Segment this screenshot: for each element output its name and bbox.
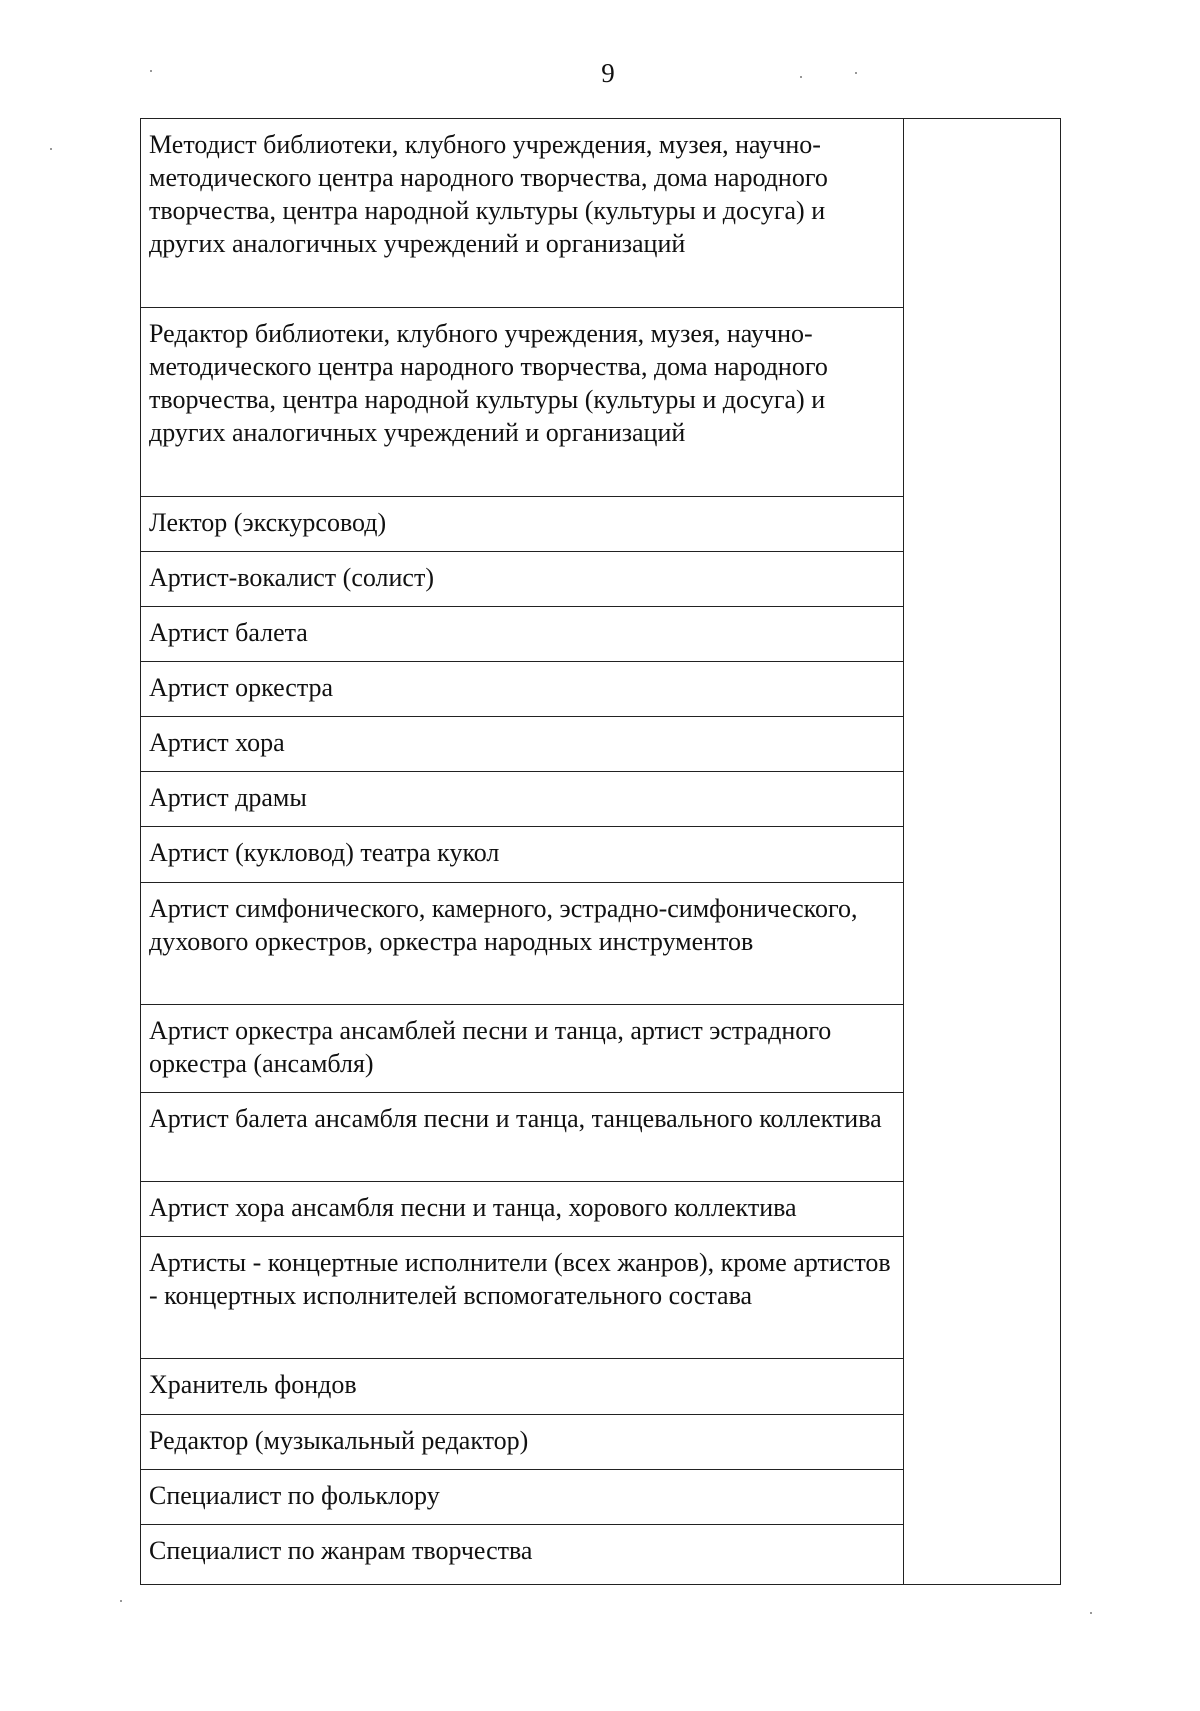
table-row-11: Артист оркестра ансамблей песни и танца, артист эстрадного оркестра (ансамбля) bbox=[141, 1005, 903, 1093]
table-row-8: Артист драмы bbox=[141, 772, 903, 827]
table-row-7: Артист хора bbox=[141, 717, 903, 772]
positions-table bbox=[140, 118, 1061, 1585]
scan-speck bbox=[1090, 1612, 1092, 1614]
table-row-4: Артист-вокалист (солист) bbox=[141, 552, 903, 607]
table-row-2: Редактор библиотеки, клубного учреждения, музея, научно-методического центра народного творчества, дома народного творчества, центра народной культуры (культуры и досуга) и других аналогичных учреждений и организаций bbox=[141, 308, 903, 497]
table-row-18: Специалист по жанрам творчества bbox=[149, 1536, 533, 1565]
table-row-3: Лектор (экскурсовод) bbox=[141, 497, 903, 552]
table-row-10: Артист симфонического, камерного, эстрадно-симфонического, духового оркестров, оркестра народных инструментов bbox=[141, 883, 903, 1005]
scan-speck bbox=[800, 76, 802, 78]
table-row-17: Специалист по фольклору bbox=[141, 1470, 903, 1525]
scan-speck bbox=[120, 1600, 122, 1602]
page-number: 9 bbox=[601, 58, 615, 88]
table-row-16: Редактор (музыкальный редактор) bbox=[141, 1415, 903, 1470]
table-row-15: Хранитель фондов bbox=[141, 1359, 903, 1415]
table-row-13: Артист хора ансамбля песни и танца, хорового коллектива bbox=[141, 1182, 903, 1237]
table-row-14: Артисты - концертные исполнители (всех жанров), кроме артистов - концертных исполнителей вспомогательного состава bbox=[141, 1237, 903, 1359]
table-row-1: Методист библиотеки, клубного учреждения, музея, научно-методического центра народного творчества, дома народного творчества, центра народной культуры (культуры и досуга) и других аналогичных учреждений и организаций bbox=[141, 119, 903, 308]
scan-speck bbox=[855, 72, 857, 74]
table-row-6: Артист оркестра bbox=[141, 662, 903, 717]
table-row-12: Артист балета ансамбля песни и танца, танцевального коллектива bbox=[141, 1093, 903, 1182]
column-divider bbox=[903, 119, 904, 1584]
table-row-9: Артист (кукловод) театра кукол bbox=[141, 827, 903, 883]
scan-speck bbox=[50, 148, 52, 150]
table-row-5: Артист балета bbox=[141, 607, 903, 662]
scan-speck bbox=[150, 70, 152, 72]
